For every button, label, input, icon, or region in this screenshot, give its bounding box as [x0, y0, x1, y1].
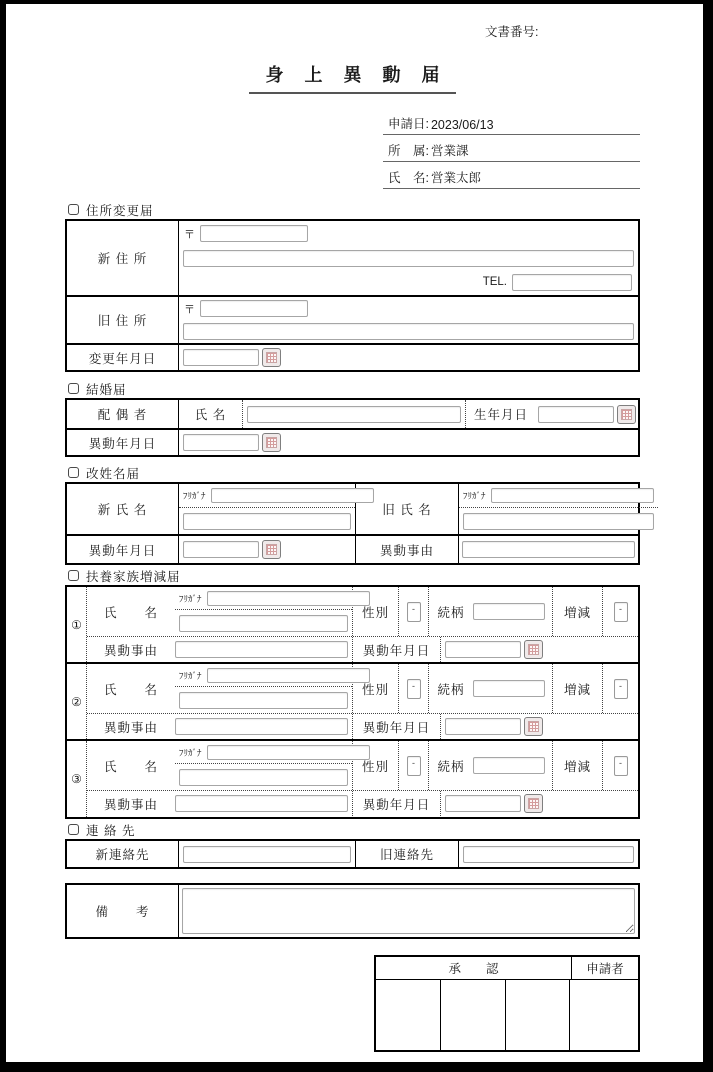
doc-number-label: 文書番号:: [485, 25, 539, 39]
application-date-field: [383, 115, 640, 135]
dependent-furigana-label: ﾌﾘｶﾞﾅ: [179, 593, 202, 604]
spouse-birthdate-input[interactable]: [538, 406, 614, 423]
marriage-checkbox[interactable]: [68, 383, 79, 394]
rename-change-date-calendar-button[interactable]: [262, 540, 281, 559]
dependent-name-label: 氏 名: [103, 605, 158, 620]
new-contact-input[interactable]: [183, 846, 351, 863]
dependent-3-calendar-button[interactable]: [524, 794, 543, 813]
dependent-furigana-label: ﾌﾘｶﾞﾅ: [179, 747, 202, 758]
dependent-2-incdec-select[interactable]: -: [614, 679, 628, 699]
dependent-reason-label: 異動事由: [103, 720, 158, 735]
spouse-birthdate-label: 生年月日: [473, 408, 528, 422]
new-name-furigana-input[interactable]: [211, 488, 374, 503]
spouse-name-input[interactable]: [247, 406, 461, 423]
dependent-gender-label: 性別: [353, 741, 399, 790]
dependent-change-date-label: 異動年月日: [353, 714, 441, 739]
dependent-1-relation-input[interactable]: [473, 603, 545, 620]
dependent-1-name-input[interactable]: [179, 615, 348, 632]
dependent-2-calendar-button[interactable]: [524, 717, 543, 736]
address-change-date-label: 変更年月日: [67, 345, 179, 370]
dependent-relation-label: 続柄: [437, 605, 465, 620]
section-rename-header: [68, 465, 640, 480]
old-name-label: 旧 氏 名: [356, 484, 459, 534]
dependent-3-incdec-select[interactable]: -: [614, 756, 628, 776]
contact-title: 連 絡 先: [86, 823, 136, 838]
remarks-label: 備 考: [67, 885, 179, 937]
dependent-furigana-label: ﾌﾘｶﾞﾅ: [179, 670, 202, 681]
rename-reason-label: 異動事由: [356, 536, 459, 563]
rename-table: [65, 482, 640, 565]
new-name-input[interactable]: [183, 513, 351, 530]
approval-stamp-cell: [376, 980, 441, 1050]
applicant-stamp-cell: [570, 980, 638, 1050]
marriage-change-date-calendar-button[interactable]: [262, 433, 281, 452]
dependent-gender-label: 性別: [353, 664, 399, 713]
dependents-title: 扶養家族増減届: [86, 569, 181, 584]
dependent-2-name-input[interactable]: [179, 692, 348, 709]
dependent-3-number: ③: [67, 741, 87, 817]
dependent-2-number: ②: [67, 664, 87, 739]
rename-change-date-label: 異動年月日: [67, 536, 179, 563]
dependent-row-1: [67, 587, 638, 664]
dependent-2-gender-select[interactable]: -: [407, 679, 421, 699]
contact-checkbox[interactable]: [68, 824, 79, 835]
rename-checkbox[interactable]: [68, 467, 79, 478]
section-dependents-header: [68, 568, 640, 583]
address-change-checkbox[interactable]: [68, 204, 79, 215]
address-change-table: [65, 219, 640, 372]
department-field: [383, 142, 640, 162]
dependent-row-2: [67, 664, 638, 741]
tel-label: TEL.: [482, 276, 507, 289]
approval-label: 承 認: [376, 957, 572, 979]
dependent-2-reason-input[interactable]: [175, 718, 348, 735]
dependents-checkbox[interactable]: [68, 570, 79, 581]
page-title: 身 上 異 動 届: [249, 61, 455, 94]
spouse-birthdate-calendar-button[interactable]: [617, 405, 636, 424]
dependent-1-change-date-input[interactable]: [445, 641, 521, 658]
new-address-postal-input[interactable]: [200, 225, 308, 242]
dependent-1-calendar-button[interactable]: [524, 640, 543, 659]
application-date-label: 申請日:: [388, 117, 429, 131]
applicant-name-value: 営業太郎: [430, 171, 481, 185]
marriage-table: [65, 398, 640, 457]
old-name-furigana-label: ﾌﾘｶﾞﾅ: [463, 491, 486, 501]
spouse-name-label: 氏 名: [179, 400, 243, 428]
old-address-label: 旧 住 所: [67, 297, 179, 343]
contact-table: [65, 839, 640, 869]
dependent-2-change-date-input[interactable]: [445, 718, 521, 735]
dependent-change-date-label: 異動年月日: [353, 791, 441, 816]
dependent-1-number: ①: [67, 587, 87, 662]
applicant-name-label: 氏 名:: [388, 171, 429, 185]
application-date-value: 2023/06/13: [430, 118, 494, 132]
new-address-label: 新 住 所: [67, 221, 179, 295]
dependent-row-3: [67, 741, 638, 817]
dependent-3-reason-input[interactable]: [175, 795, 348, 812]
old-address-input[interactable]: [183, 323, 634, 340]
applicant-name-field: [383, 169, 640, 189]
new-contact-label: 新連絡先: [67, 841, 179, 867]
section-marriage-header: [68, 381, 640, 396]
spouse-label: 配 偶 者: [67, 400, 179, 428]
dependent-incdec-label: 増減: [553, 741, 603, 790]
marriage-change-date-label: 異動年月日: [67, 430, 179, 455]
new-name-label: 新 氏 名: [67, 484, 179, 534]
new-address-input[interactable]: [183, 250, 634, 267]
remarks-table: [65, 883, 640, 939]
approval-stamp-cell: [506, 980, 570, 1050]
dependent-incdec-label: 増減: [553, 587, 603, 636]
section-contact-header: [68, 822, 640, 837]
marriage-title: 結婚届: [86, 382, 127, 397]
dependent-3-gender-select[interactable]: -: [407, 756, 421, 776]
dependent-3-name-input[interactable]: [179, 769, 348, 786]
old-contact-label: 旧連絡先: [356, 841, 459, 867]
dependent-relation-label: 続柄: [437, 682, 465, 697]
dependent-3-relation-input[interactable]: [473, 757, 545, 774]
dependents-table: [65, 585, 640, 819]
department-label: 所 属:: [388, 144, 429, 158]
dependent-gender-label: 性別: [353, 587, 399, 636]
approval-table: [374, 955, 640, 1052]
dependent-change-date-label: 異動年月日: [353, 637, 441, 662]
calendar-icon: [621, 409, 632, 420]
dependent-reason-label: 異動事由: [103, 643, 158, 658]
calendar-icon: [266, 352, 277, 363]
rename-title: 改姓名届: [86, 466, 141, 481]
calendar-icon: [266, 437, 277, 448]
new-name-furigana-label: ﾌﾘｶﾞﾅ: [183, 491, 206, 501]
dependent-incdec-label: 増減: [553, 664, 603, 713]
calendar-icon: [528, 798, 539, 809]
rename-reason-input[interactable]: [462, 541, 635, 558]
address-change-title: 住所変更届: [86, 203, 154, 218]
calendar-icon: [266, 544, 277, 555]
dependent-relation-label: 続柄: [437, 759, 465, 774]
dependent-3-change-date-input[interactable]: [445, 795, 521, 812]
dependent-name-label: 氏 名: [103, 759, 158, 774]
dependent-2-furigana-input[interactable]: [207, 668, 370, 683]
address-change-date-input[interactable]: [183, 349, 259, 366]
remarks-textarea[interactable]: [182, 888, 635, 934]
postal-mark: 〒: [184, 228, 195, 241]
dependent-1-furigana-input[interactable]: [207, 591, 370, 606]
dependent-1-gender-select[interactable]: -: [407, 602, 421, 622]
old-name-furigana-input[interactable]: [491, 488, 654, 503]
form-page: [6, 4, 703, 1062]
applicant-info-block: [383, 115, 640, 189]
calendar-icon: [528, 644, 539, 655]
rename-change-date-input[interactable]: [183, 541, 259, 558]
old-contact-input[interactable]: [463, 846, 634, 863]
old-name-input[interactable]: [463, 513, 654, 530]
dependent-3-furigana-input[interactable]: [207, 745, 370, 760]
marriage-change-date-input[interactable]: [183, 434, 259, 451]
approval-applicant-label: 申請者: [586, 962, 624, 976]
dependent-1-incdec-select[interactable]: -: [614, 602, 628, 622]
old-address-postal-input[interactable]: [200, 300, 308, 317]
postal-mark: 〒: [184, 303, 195, 316]
new-address-tel-input[interactable]: [512, 274, 632, 291]
dependent-1-reason-input[interactable]: [175, 641, 348, 658]
address-change-date-calendar-button[interactable]: [262, 348, 281, 367]
section-address-change-header: [68, 202, 640, 217]
department-value: 営業課: [430, 144, 469, 158]
dependent-2-relation-input[interactable]: [473, 680, 545, 697]
approval-stamp-cell: [441, 980, 506, 1050]
calendar-icon: [528, 721, 539, 732]
dependent-name-label: 氏 名: [103, 682, 158, 697]
dependent-reason-label: 異動事由: [103, 797, 158, 812]
